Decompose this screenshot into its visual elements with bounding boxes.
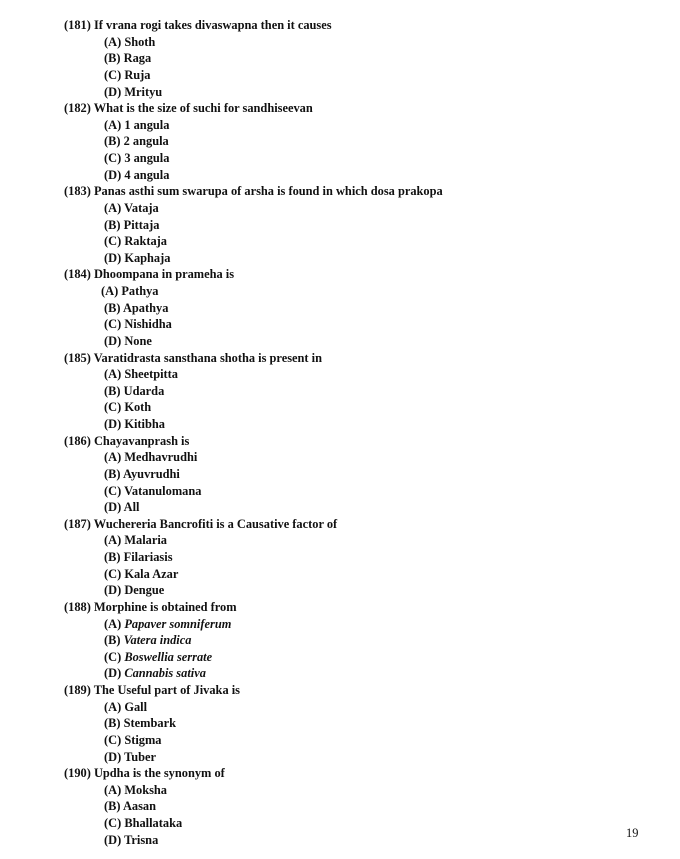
question-line	[64, 183, 664, 200]
option-text: Malaria	[124, 533, 167, 548]
answer-option	[64, 167, 664, 184]
question-item	[64, 100, 664, 183]
option-letter: (C)	[104, 400, 122, 415]
question-item	[64, 516, 664, 599]
answer-option	[64, 117, 664, 134]
answer-option	[64, 34, 664, 51]
option-letter: (C)	[104, 67, 122, 82]
option-text: 4 angula	[124, 167, 170, 182]
question-line	[64, 765, 664, 782]
question-line	[64, 266, 664, 283]
answer-option	[64, 815, 664, 832]
answer-option	[64, 150, 664, 167]
question-text: Wuchereria Bancrofiti is a Causative factor of	[93, 516, 338, 531]
answer-option	[64, 732, 664, 749]
option-text: Gall	[124, 699, 148, 714]
answer-option	[64, 133, 664, 150]
option-text: Ruja	[124, 67, 151, 82]
option-text: Trisna	[124, 832, 159, 847]
option-text: Raga	[123, 51, 152, 66]
question-text: Panas asthi sum swarupa of arsha is found in which dosa prakopa	[93, 184, 443, 199]
answer-option	[64, 749, 664, 766]
answer-option	[64, 549, 664, 566]
option-text: Nishidha	[124, 317, 172, 332]
option-letter: (A)	[104, 616, 122, 631]
question-line	[64, 17, 664, 34]
option-text: Bhallataka	[124, 816, 183, 830]
answer-option	[64, 665, 664, 682]
answer-option	[64, 416, 664, 433]
option-letter: (B)	[104, 633, 121, 648]
question-line	[64, 599, 664, 616]
question-number: (186)	[64, 433, 91, 448]
option-text: 2 angula	[123, 134, 169, 149]
option-text: Kala Azar	[124, 566, 179, 581]
question-text: The Useful part of Jivaka is	[93, 683, 241, 697]
option-letter: (D)	[104, 832, 122, 847]
option-text: Moksha	[124, 782, 168, 797]
option-text: Papaver somniferum	[124, 616, 232, 631]
option-letter: (B)	[104, 466, 121, 481]
option-text: Cannabis sativa	[124, 666, 206, 681]
option-letter: (B)	[104, 300, 121, 315]
option-letter: (B)	[104, 134, 121, 149]
question-item	[64, 682, 664, 765]
option-text: Tuber	[124, 749, 156, 764]
option-text: Udarda	[123, 383, 165, 398]
option-letter: (B)	[104, 217, 121, 232]
answer-option	[64, 649, 664, 666]
option-letter: (A)	[101, 284, 119, 298]
question-number: (183)	[64, 184, 91, 199]
option-text: Vataja	[124, 200, 159, 215]
option-text: Koth	[124, 400, 152, 415]
option-letter: (D)	[104, 749, 122, 764]
option-letter: (A)	[104, 782, 122, 797]
question-item	[64, 183, 664, 266]
option-text: Filariasis	[123, 550, 173, 564]
page-number: 19	[626, 826, 639, 840]
answer-option	[64, 616, 664, 633]
answer-option	[64, 466, 664, 483]
option-letter: (C)	[104, 151, 122, 165]
option-letter: (D)	[104, 84, 122, 99]
question-number: (187)	[64, 516, 91, 531]
question-number: (189)	[64, 683, 91, 697]
answer-option	[64, 582, 664, 599]
question-number: (184)	[64, 267, 91, 282]
answer-option	[64, 233, 664, 250]
option-letter: (A)	[104, 533, 122, 548]
option-text: Raktaja	[124, 234, 167, 249]
question-item	[64, 433, 664, 516]
option-letter: (A)	[104, 699, 122, 714]
answer-option	[64, 333, 664, 350]
question-number: (182)	[64, 101, 91, 116]
question-number: (185)	[64, 350, 91, 365]
option-letter: (B)	[104, 799, 121, 814]
answer-option	[64, 715, 664, 732]
option-text: Pittaja	[123, 217, 160, 232]
option-letter: (D)	[104, 666, 122, 681]
option-letter: (B)	[104, 550, 121, 564]
question-text: What is the size of suchi for sandhiseevan	[93, 101, 313, 116]
question-number: (188)	[64, 599, 91, 614]
question-line	[64, 433, 664, 450]
option-letter: (D)	[104, 417, 122, 431]
answer-option	[64, 200, 664, 217]
question-item	[64, 599, 664, 682]
option-letter: (C)	[104, 816, 122, 830]
option-letter: (D)	[104, 500, 122, 515]
option-text: Dengue	[124, 583, 165, 598]
option-letter: (D)	[104, 583, 122, 598]
answer-option	[64, 366, 664, 383]
option-text: Stigma	[124, 732, 162, 747]
option-text: Apathya	[122, 300, 169, 315]
option-letter: (B)	[104, 716, 121, 731]
option-letter: (C)	[104, 732, 122, 747]
option-text: Kitibha	[124, 417, 165, 431]
option-letter: (A)	[104, 367, 122, 382]
question-list	[64, 17, 664, 848]
question-text: Updha is the synonym of	[93, 766, 225, 781]
question-number: (190)	[64, 766, 91, 781]
answer-option	[64, 250, 664, 267]
answer-option	[64, 782, 664, 799]
answer-option	[64, 632, 664, 649]
question-line	[64, 516, 664, 533]
answer-option	[64, 67, 664, 84]
option-text: 3 angula	[124, 151, 170, 165]
option-text: Stembark	[123, 716, 176, 731]
answer-option	[64, 798, 664, 815]
option-text: Kaphaja	[124, 250, 171, 265]
option-text: Vatera indica	[123, 633, 192, 648]
answer-option	[64, 316, 664, 333]
option-letter: (A)	[104, 117, 122, 132]
answer-option	[64, 84, 664, 101]
answer-option	[64, 217, 664, 234]
option-text: Ayuvrudhi	[122, 466, 180, 481]
option-text: Sheetpitta	[124, 367, 179, 382]
question-item	[64, 350, 664, 433]
answer-option	[64, 483, 664, 500]
option-text: All	[123, 500, 140, 515]
question-number: (181)	[64, 18, 91, 32]
answer-option	[64, 566, 664, 583]
option-letter: (A)	[104, 34, 122, 49]
question-item	[64, 765, 664, 848]
answer-option	[64, 499, 664, 516]
answer-option	[64, 449, 664, 466]
answer-option	[64, 383, 664, 400]
answer-option	[64, 300, 664, 317]
question-line	[64, 682, 664, 699]
option-letter: (D)	[104, 250, 122, 265]
option-letter: (D)	[104, 167, 122, 182]
option-text: None	[124, 333, 152, 348]
option-text: Vatanulomana	[124, 483, 202, 498]
question-line	[64, 100, 664, 117]
option-letter: (C)	[104, 483, 122, 498]
answer-option	[64, 532, 664, 549]
option-letter: (A)	[104, 450, 122, 465]
option-letter: (A)	[104, 200, 122, 215]
question-text: Dhoompana in prameha is	[93, 267, 235, 282]
option-text: Mrityu	[124, 84, 163, 99]
question-text: Morphine is obtained from	[93, 599, 237, 614]
question-text: If vrana rogi takes divaswapna then it causes	[93, 18, 332, 32]
answer-option	[64, 283, 664, 300]
answer-option	[64, 699, 664, 716]
option-letter: (C)	[104, 317, 122, 332]
option-letter: (B)	[104, 51, 121, 66]
option-letter: (B)	[104, 383, 121, 398]
option-text: Aasan	[122, 799, 157, 814]
option-text: Pathya	[121, 284, 159, 298]
answer-option	[64, 50, 664, 67]
answer-option	[64, 399, 664, 416]
option-letter: (C)	[104, 566, 122, 581]
question-line	[64, 350, 664, 367]
question-item	[64, 17, 664, 100]
question-text: Chayavanprash is	[93, 433, 190, 448]
question-text: Varatidrasta sansthana shotha is present in	[93, 350, 322, 365]
option-text: Shoth	[124, 34, 156, 49]
option-letter: (C)	[104, 234, 122, 249]
option-text: Boswellia serrate	[124, 649, 213, 664]
question-item	[64, 266, 664, 349]
option-letter: (C)	[104, 649, 122, 664]
answer-option	[64, 832, 664, 849]
option-text: Medhavrudhi	[124, 450, 198, 465]
option-letter: (D)	[104, 333, 122, 348]
option-text: 1 angula	[124, 117, 170, 132]
